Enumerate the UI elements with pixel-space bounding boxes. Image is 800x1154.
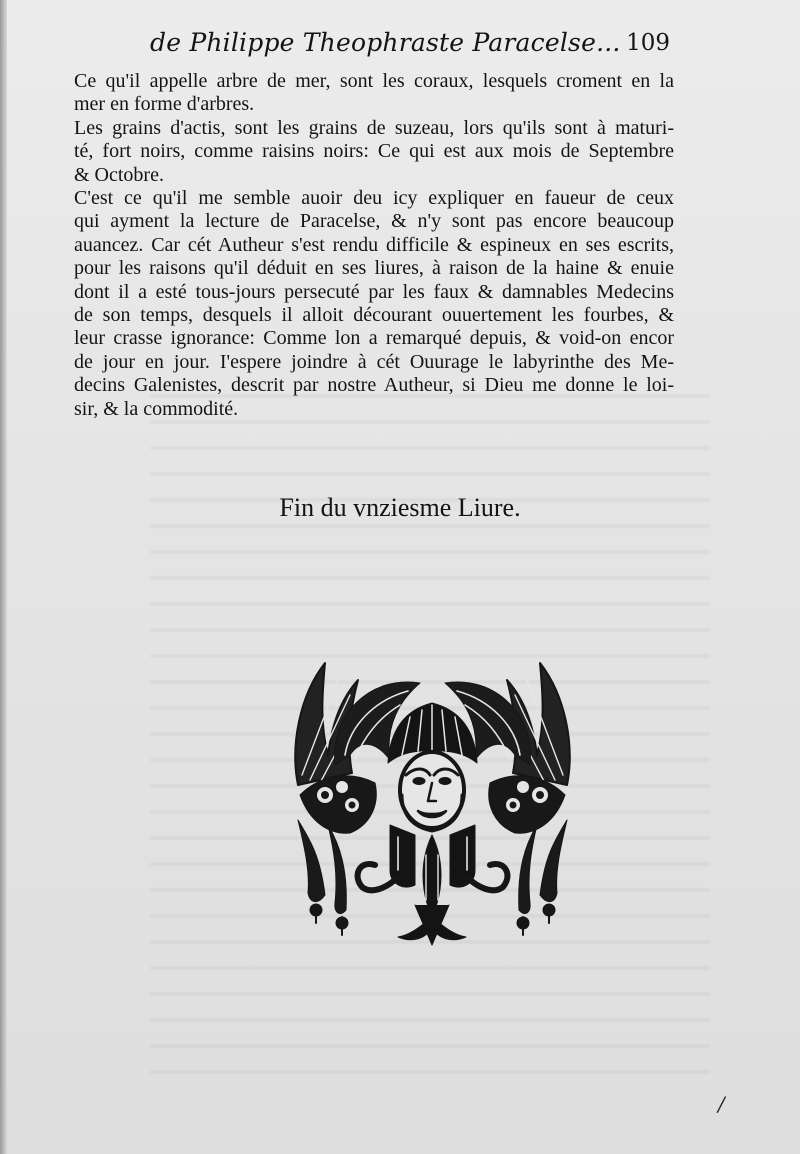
paragraph — [74, 70, 674, 117]
paragraph — [74, 187, 674, 421]
body-text — [74, 70, 674, 421]
text-line: sir, & la commodité. — [74, 397, 239, 420]
text-line: & Octobre. — [74, 163, 164, 186]
text-line: Ce qu'il appelle arbre de mer, sont les coraux, lesquels croment en la — [74, 70, 674, 92]
text-line: mer en forme d'arbres. — [74, 93, 255, 116]
text-line: pour les raisons qu'il déduit en ses liures, à raison de la haine & enuie — [74, 257, 674, 280]
text-line: auancez. Car cét Autheur s'est rendu difficile & espineux en ses escrits, — [74, 233, 674, 256]
woodcut-mask-ornament-icon — [280, 655, 585, 950]
page-gutter-edge — [0, 0, 7, 1154]
text-line: té, fort noirs, comme raisins noirs: Ce qui est aux mois de Septembre — [74, 140, 674, 163]
page-number: 109 — [626, 30, 670, 56]
text-line: C'est ce qu'il me semble auoir deu icy expliquer en faueur de ceux — [74, 187, 674, 210]
text-line: de jour en jour. I'espere joindre à cét Ouurage le labyrinthe des Me- — [74, 350, 674, 373]
text-line: qui ayment la lecture de Paracelse, & n'y sont pas encore beaucoup — [74, 210, 674, 233]
closing-line: Fin du vnziesme Liure. — [279, 493, 521, 522]
text-line: de son temps, desquels il alloit décourant ouuertement les fourbes, & — [74, 304, 674, 327]
running-head — [150, 28, 670, 68]
text-line: leur crasse ignorance: Comme lon a remarqué depuis, & void-on encor — [74, 327, 674, 350]
running-head-title: de Philippe Theophraste Paracelse... — [150, 28, 621, 57]
text-line: Les grains d'actis, sont les grains de suzeau, lors qu'ils sont à maturi- — [74, 116, 674, 139]
margin-mark: / — [718, 1092, 725, 1116]
text-line: decins Galenistes, descrit par nostre Autheur, si Dieu me donne le loi- — [74, 374, 674, 397]
paragraph — [74, 117, 674, 187]
text-line: dont il a esté tous-jours persecuté par les faux & damnables Medecins — [74, 280, 674, 303]
